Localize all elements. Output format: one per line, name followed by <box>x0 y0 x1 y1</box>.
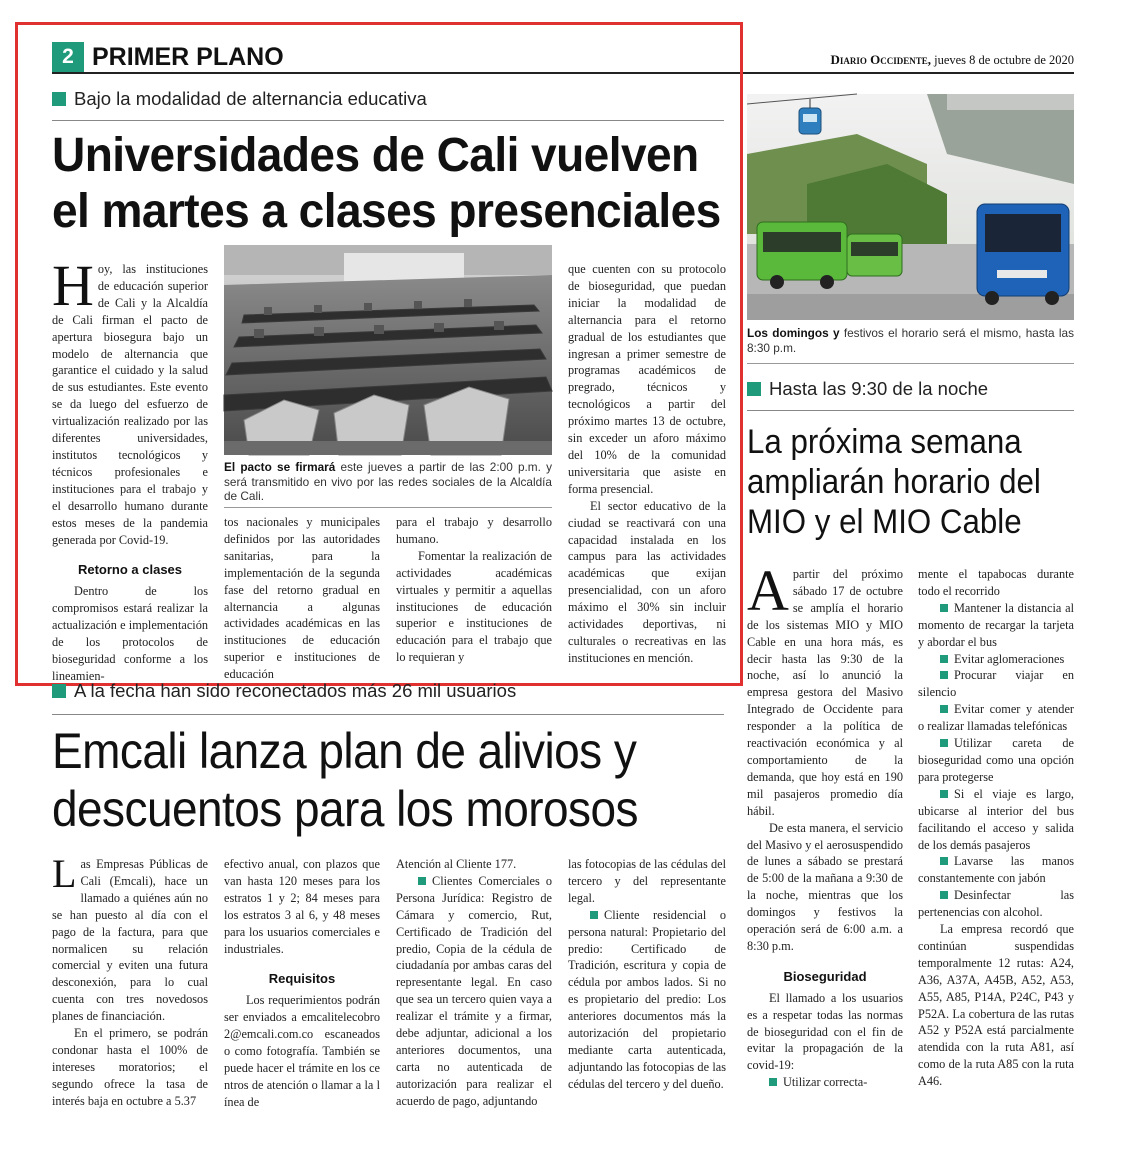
article2-kicker: A la fecha han sido reconectados más 26 mil usuarios <box>52 680 516 702</box>
article2-col4-p2: Cliente residencial o persona natural: Propietario del predio: Certificado de Tradición, escritura y copia de cédula por ambos lados. Si no es propietario del predio: Los anteriores documentos más la autorización del propietario mediante carta autenticada, adjuntando las fotocopias de las cédulas del tercero y del dueño. <box>568 907 726 1091</box>
list-item: Evitar comer y atender o realizar llamadas telefónicas <box>918 702 1074 734</box>
article1-col4-p2: El sector educativo de la ciudad se reactivará con una capacidad instalada en los campus para las actividades académicas que exijan presencialidad, con un aforo máximo el 30% sin incluir actividades deportivas, ni culturales o recreativas en las instituciones en mención. <box>568 498 726 665</box>
kicker-square-icon <box>52 684 66 698</box>
bullet-square-icon <box>940 891 948 899</box>
article1-column-2: tos nacionales y municipales definidos por las autoridades sanitarias, para la implementación de la segunda fase del retorno gradual en alternancia a algunas actividades académicas en las instituciones de educación superior e instituciones de educación <box>224 515 380 682</box>
article2-col3-p2: Clientes Comerciales o Persona Jurídica: Registro de Cámara y comercio, Rut, Certificado de Tradición del predio, Copia de la cédula de ciudadanía por ambas caras del representante legal. En caso que sea un tercero quien vaya a realizar el trámite y a firmar, debe adjuntar, adicional a los anteriores documentos, una carta no autenticada de autorización para realizar el acuerdo de pago, adjuntando <box>396 873 552 1108</box>
article2-headline <box>52 722 638 838</box>
article1-subhead: Retorno a clases <box>77 562 183 578</box>
bullet-square-icon <box>940 857 948 865</box>
headline-line-2: el martes a clases presenciales <box>52 185 721 238</box>
article3-body-p1: partir del próximo sábado 17 de octubre se amplía el horario de los sistemas MIO y MIO Cable en una hora más, es decir hasta las 9:30 de la noche, así lo anunció la empresa gestora del Masivo Integrado de Occidente para responder a la política de reactivación económica y al comportamiento de la demanda, que hoy está en 190 mil pasajeros promedio día hábil. <box>747 567 903 818</box>
article2-body-p2: En el primero, se podrán condonar hasta el 100% de intereses moratorios; el segundo ofrece la tasa de interés baja en octubre a 5.37 <box>52 1026 208 1108</box>
article3-dropcap: A <box>747 558 789 623</box>
headline-line-1: La próxima semana <box>747 423 1022 461</box>
article3-kicker-rule <box>747 410 1074 411</box>
list-item: Evitar aglomeraciones <box>918 651 1074 668</box>
article2-subhead: Requisitos <box>268 971 336 987</box>
paper-name: Diario Occidente, <box>830 52 931 67</box>
article3-col2-p2: La empresa recordó que continúan suspendidas temporalmente 12 rutas: A24, A36, A37A, A45B, A52, A53, A55, A85, P14A, P24C, P43 y P52A. La cobertura de las rutas A52 y P52A está parcialmente atendida con la ruta A81, así como de la ruta A85 con la ruta A46. <box>918 922 1074 1089</box>
bullet-square-icon <box>940 790 948 798</box>
section-title: PRIMER PLANO <box>92 43 284 71</box>
article2-col3-p1: Atención al Cliente 177. <box>396 857 517 871</box>
list-item: Mantener la distancia al momento de recargar la tarjeta y abordar el bus <box>918 600 1074 649</box>
article1-col4-p1: que cuenten con su protocolo de bioseguridad, que puedan iniciar la modalidad de alternancia para el retorno gradual de los estudiantes que ingresan a primer semestre de programas académicos de pregrado, técnicos y tecnológicos a partir del próximo martes 13 de octubre, sin exceder un aforo máximo del 10% de la comunidad universitaria que asiste en forma presencial. <box>568 262 726 496</box>
article3-subhead: Bioseguridad <box>783 968 867 984</box>
article1-col3-p2: Fomentar la realización de actividades académicas virtuales y permitir a aquellas instituciones de educación superior e instituciones de educación para el trabajo que lo requieran y <box>396 548 552 665</box>
bullet-square-icon <box>940 671 948 679</box>
article2-kicker-rule <box>52 714 724 715</box>
bullet-square-icon <box>940 655 948 663</box>
article3-body-p3: El llamado a los usuarios es a respetar todas las normas de bioseguridad con el fin de evitar la propagación de la covid-19: <box>747 990 903 1073</box>
article3-column-1 <box>747 558 903 1132</box>
article2-column-1 <box>52 851 208 1132</box>
headline-line-3: MIO y el MIO Cable <box>747 503 1022 541</box>
headline-line-1: Universidades de Cali vuelven <box>52 129 699 182</box>
bullet-list <box>918 600 1074 921</box>
list-item: Desinfectar las pertenencias con alcohol. <box>918 888 1074 920</box>
bullet-square-icon <box>940 604 948 612</box>
bullet-square-icon <box>940 739 948 747</box>
article2-body-p1: as Empresas Públicas de Cali (Emcali), hace un llamado a quiénes aún no se han puesto al día con el pago de la factura, para que normalicen su relación comercial y eviten una futura desconexión, para lo cual cuenta con tres novedosos planes de financiación. <box>52 857 208 1024</box>
article2-col4-p1: las fotocopias de las cédulas del tercero y del representante legal. <box>568 857 726 905</box>
list-item: Procurar viajar en silencio <box>918 668 1074 700</box>
article2-dropcap: L <box>52 851 77 896</box>
mio-bus-photo <box>747 94 1074 320</box>
article3-headline <box>747 422 1041 542</box>
article3-body-p2: De esta manera, el servicio del Masivo y el aerosuspendido de lunes a sábado se prestará de 5:00 de la mañana a 9:30 de la noche, mientras que los domingos y festivos la operación será de 6:00 a.m. a 8:30 p.m. <box>747 820 903 953</box>
article2-col2-p2: Los requerimientos podrán ser enviados a emcalitelecobro2@emcali.com.co escaneados o como fotografía. También se puede hacer el trámite en los centros de atención o llamar a la línea de <box>224 993 380 1109</box>
article1-body-p2: Dentro de los compromisos estará realizar la actualización e implementación de los protocolos de bioseguridad conforme a los lineamien- <box>52 584 208 683</box>
article3-col2-p1: mente el tapabocas durante todo el recorrido <box>918 567 1074 598</box>
headline-line-1: Emcali lanza plan de alivios y <box>52 723 637 779</box>
article3-photo-caption: Los domingos y festivos el horario será el mismo, hasta las 8:30 p.m. <box>747 326 1074 355</box>
list-item: Utilizar careta de bioseguridad como una opción para protegerse <box>918 736 1074 784</box>
bullet-square-icon <box>769 1078 777 1086</box>
article2-column-4 <box>568 856 726 1132</box>
article2-column-2 <box>224 856 380 1132</box>
article1-photo-caption: El pacto se firmará este jueves a partir de las 2:00 p.m. y será transmitido en vivo por las redes sociales de la Alcaldía de Cali. <box>224 460 553 503</box>
article3-column-2 <box>918 566 1074 1132</box>
article3-body-p4: Utilizar correcta- <box>747 1074 903 1091</box>
bullet-square-icon <box>940 705 948 713</box>
article1-dropcap: H <box>52 253 94 318</box>
article2-column-3 <box>396 856 552 1132</box>
page-number: 2 <box>52 42 84 72</box>
article1-body-p1: oy, las instituciones de educación superior de Cali y la Alcaldía de Cali firman el pacto de apertura biosegura bajo un modelo de alternancia que garantice el cuidado y la salud de sus estudiantes. Este evento se da luego del esfuerzo de virtualización realizado por las diferentes universidades, institutos tecnológicos y técnicos profesionales e instituciones para el trabajo y el desarrollo humano durante estos meses de la pandemia generada por Covid-19. <box>52 262 208 547</box>
bullet-square-icon <box>418 877 426 885</box>
headline-line-2: ampliarán horario del <box>747 463 1041 501</box>
article3-caption-rule <box>747 363 1074 364</box>
kicker-square-icon <box>747 382 761 396</box>
bullet-square-icon <box>590 911 598 919</box>
highlight-box <box>15 22 743 686</box>
list-item: Lavarse las manos constantemente con jabón <box>918 854 1074 886</box>
issue-date: jueves 8 de octubre de 2020 <box>934 53 1074 67</box>
article2-col2-p1: efectivo anual, con plazos que van hasta 120 meses para los estratos 1 y 2; 84 meses para los estratos 3 al 6, y 48 meses para los usuarios comerciales e industriales. <box>224 857 380 956</box>
article3-kicker: Hasta las 9:30 de la noche <box>747 378 988 400</box>
headline-line-2: descuentos para los morosos <box>52 781 638 837</box>
article1-col3-p1: para el trabajo y desarrollo humano. <box>396 515 552 546</box>
article1-kicker: Bajo la modalidad de alternancia educativa <box>52 88 427 110</box>
list-item: Si el viaje es largo, ubicarse al interior del bus facilitando el acceso y salida de los demás pasajeros <box>918 786 1074 852</box>
masthead-date <box>780 52 1074 68</box>
